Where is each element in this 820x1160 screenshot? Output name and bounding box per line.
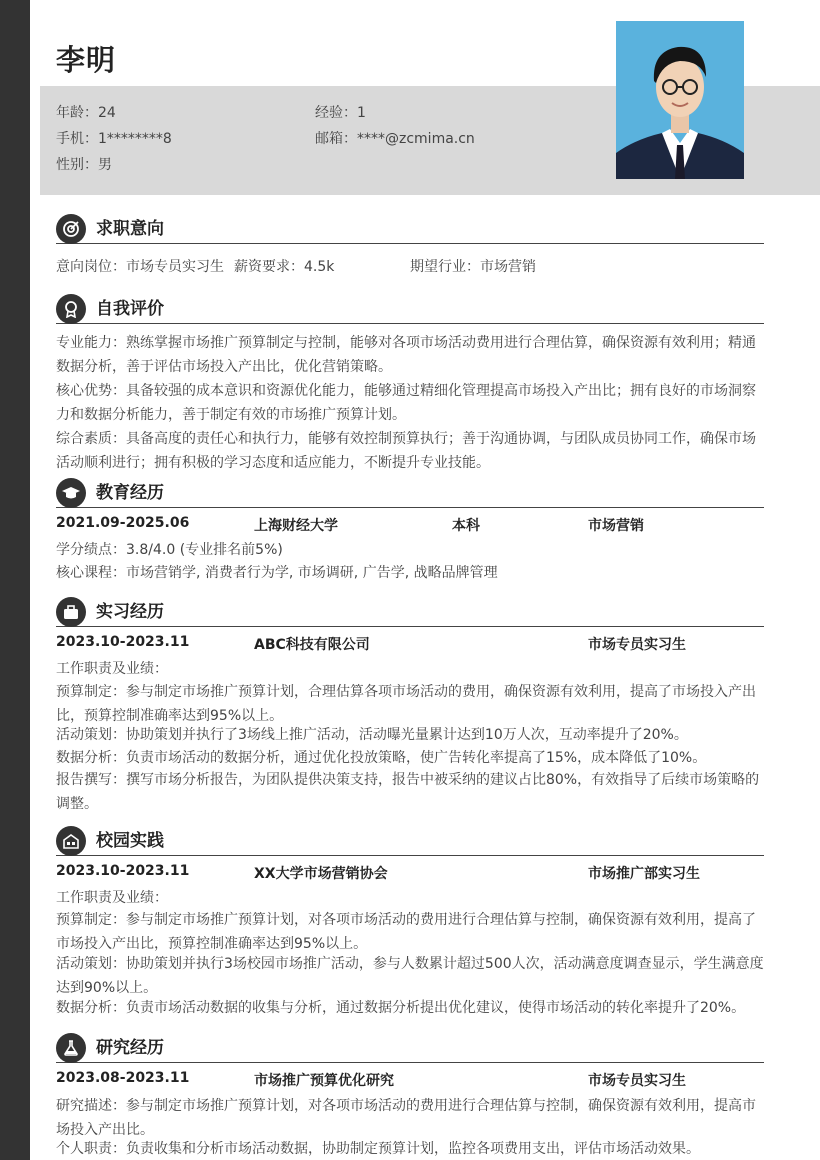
phone: 手机：1********8 [56,131,172,147]
campus-line: 数据分析：负责市场活动数据的收集与分析，通过数据分析提出优化建议，使得市场活动的转化率提升了20%。 [56,1000,746,1016]
campus-role: 市场推广部实习生 [588,866,700,882]
edu-school: 上海财经大学 [254,518,338,534]
section-title: 教育经历 [96,483,164,503]
campus-line: 活动策划：协助策划并执行3场校园市场推广活动，参与人数累计超过500人次，活动满意度调查显示，学生满意度达到90%以上。 [56,956,764,996]
research-project: 市场推广预算优化研究 [254,1073,394,1089]
self-eval-item: 专业能力：熟练掌握市场推广预算制定与控制，能够对各项市场活动费用进行合理估算，确保资源有效利用；精通数据分析，善于评估市场投入产出比，优化营销策略。 [56,335,756,375]
intern-role: 市场专员实习生 [588,637,686,653]
intern-line: 工作职责及业绩： [56,661,168,677]
age: 年龄：24 [56,105,116,121]
section-title: 实习经历 [96,602,164,622]
section-title: 校园实践 [96,831,164,851]
intern-line: 数据分析：负责市场活动的数据分析，通过优化投放策略，使广告转化率提高了15%，成本降低了10%。 [56,750,707,766]
intent-position: 意向岗位：市场专员实习生 [56,259,224,275]
campus-org: XX大学市场营销协会 [254,866,388,882]
intent-salary: 薪资要求：4.5k [234,259,335,275]
intern-line: 报告撰写：撰写市场分析报告，为团队提供决策支持，报告中被采纳的建议占比80%，有效指导了后续市场策略的调整。 [56,772,760,812]
section-title: 自我评价 [96,299,164,319]
section-job-intent [56,214,764,244]
profile-photo [616,21,744,179]
campus-date: 2023.10-2023.11 [56,863,190,879]
campus-line: 预算制定：参与制定市场推广预算计划，对各项市场活动的费用进行合理估算与控制，确保资源有效利用，提高了市场投入产出比，预算控制准确率达到95%以上。 [56,912,756,952]
edu-major: 市场营销 [588,518,644,534]
section-campus [56,826,764,856]
intern-line: 活动策划：协助策划并执行了3场线上推广活动，活动曝光量累计达到10万人次，互动率提升了20%。 [56,727,688,743]
edu-degree: 本科 [452,518,480,534]
section-title: 研究经历 [96,1038,164,1058]
research-line: 研究描述：参与制定市场推广预算计划，对各项市场活动的费用进行合理估算与控制，确保资源有效利用，提高市场投入产出比。 [56,1098,756,1138]
intent-industry: 期望行业：市场营销 [410,259,536,275]
building-icon [56,826,86,856]
research-line: 个人职责：负责收集和分析市场活动数据，协助制定预算计划，监控各项费用支出，评估市场活动效果。 [56,1141,700,1157]
research-role: 市场专员实习生 [588,1073,686,1089]
experience: 经验：1 [315,105,366,121]
section-internship [56,597,764,627]
intern-company: ABC科技有限公司 [254,637,370,653]
self-eval-item: 核心优势：具备较强的成本意识和资源优化能力，能够通过精细化管理提高市场投入产出比；拥有良好的市场洞察力和数据分析能力，善于制定有效的市场推广预算计划。 [56,383,756,423]
target-icon [56,214,86,244]
self-eval-item: 综合素质：具备高度的责任心和执行力，能够有效控制预算执行；善于沟通协调，与团队成员协同工作，确保市场活动顺利进行；拥有积极的学习态度和适应能力，不断提升专业技能。 [56,431,756,471]
edu-gpa: 学分绩点：3.8/4.0 (专业排名前5%) [56,542,283,558]
left-sidebar-bar [0,0,30,1160]
candidate-name: 李明 [56,43,117,77]
section-education [56,478,764,508]
graduation-cap-icon [56,478,86,508]
intern-line: 预算制定：参与制定市场推广预算计划，合理估算各项市场活动的费用，确保资源有效利用，提高了市场投入产出比，预算控制准确率达到95%以上。 [56,684,756,724]
briefcase-icon [56,597,86,627]
edu-date: 2021.09-2025.06 [56,515,190,531]
intern-date: 2023.10-2023.11 [56,634,190,650]
flask-icon [56,1033,86,1063]
section-title: 求职意向 [96,219,164,239]
research-date: 2023.08-2023.11 [56,1070,190,1086]
edu-courses: 核心课程：市场营销学, 消费者行为学, 市场调研, 广告学, 战略品牌管理 [56,565,498,581]
gender: 性别：男 [56,157,112,173]
section-self-evaluation [56,294,764,324]
campus-line: 工作职责及业绩： [56,890,168,906]
section-research [56,1033,764,1063]
award-icon [56,294,86,324]
email: 邮箱：****@zcmima.cn [315,131,475,147]
